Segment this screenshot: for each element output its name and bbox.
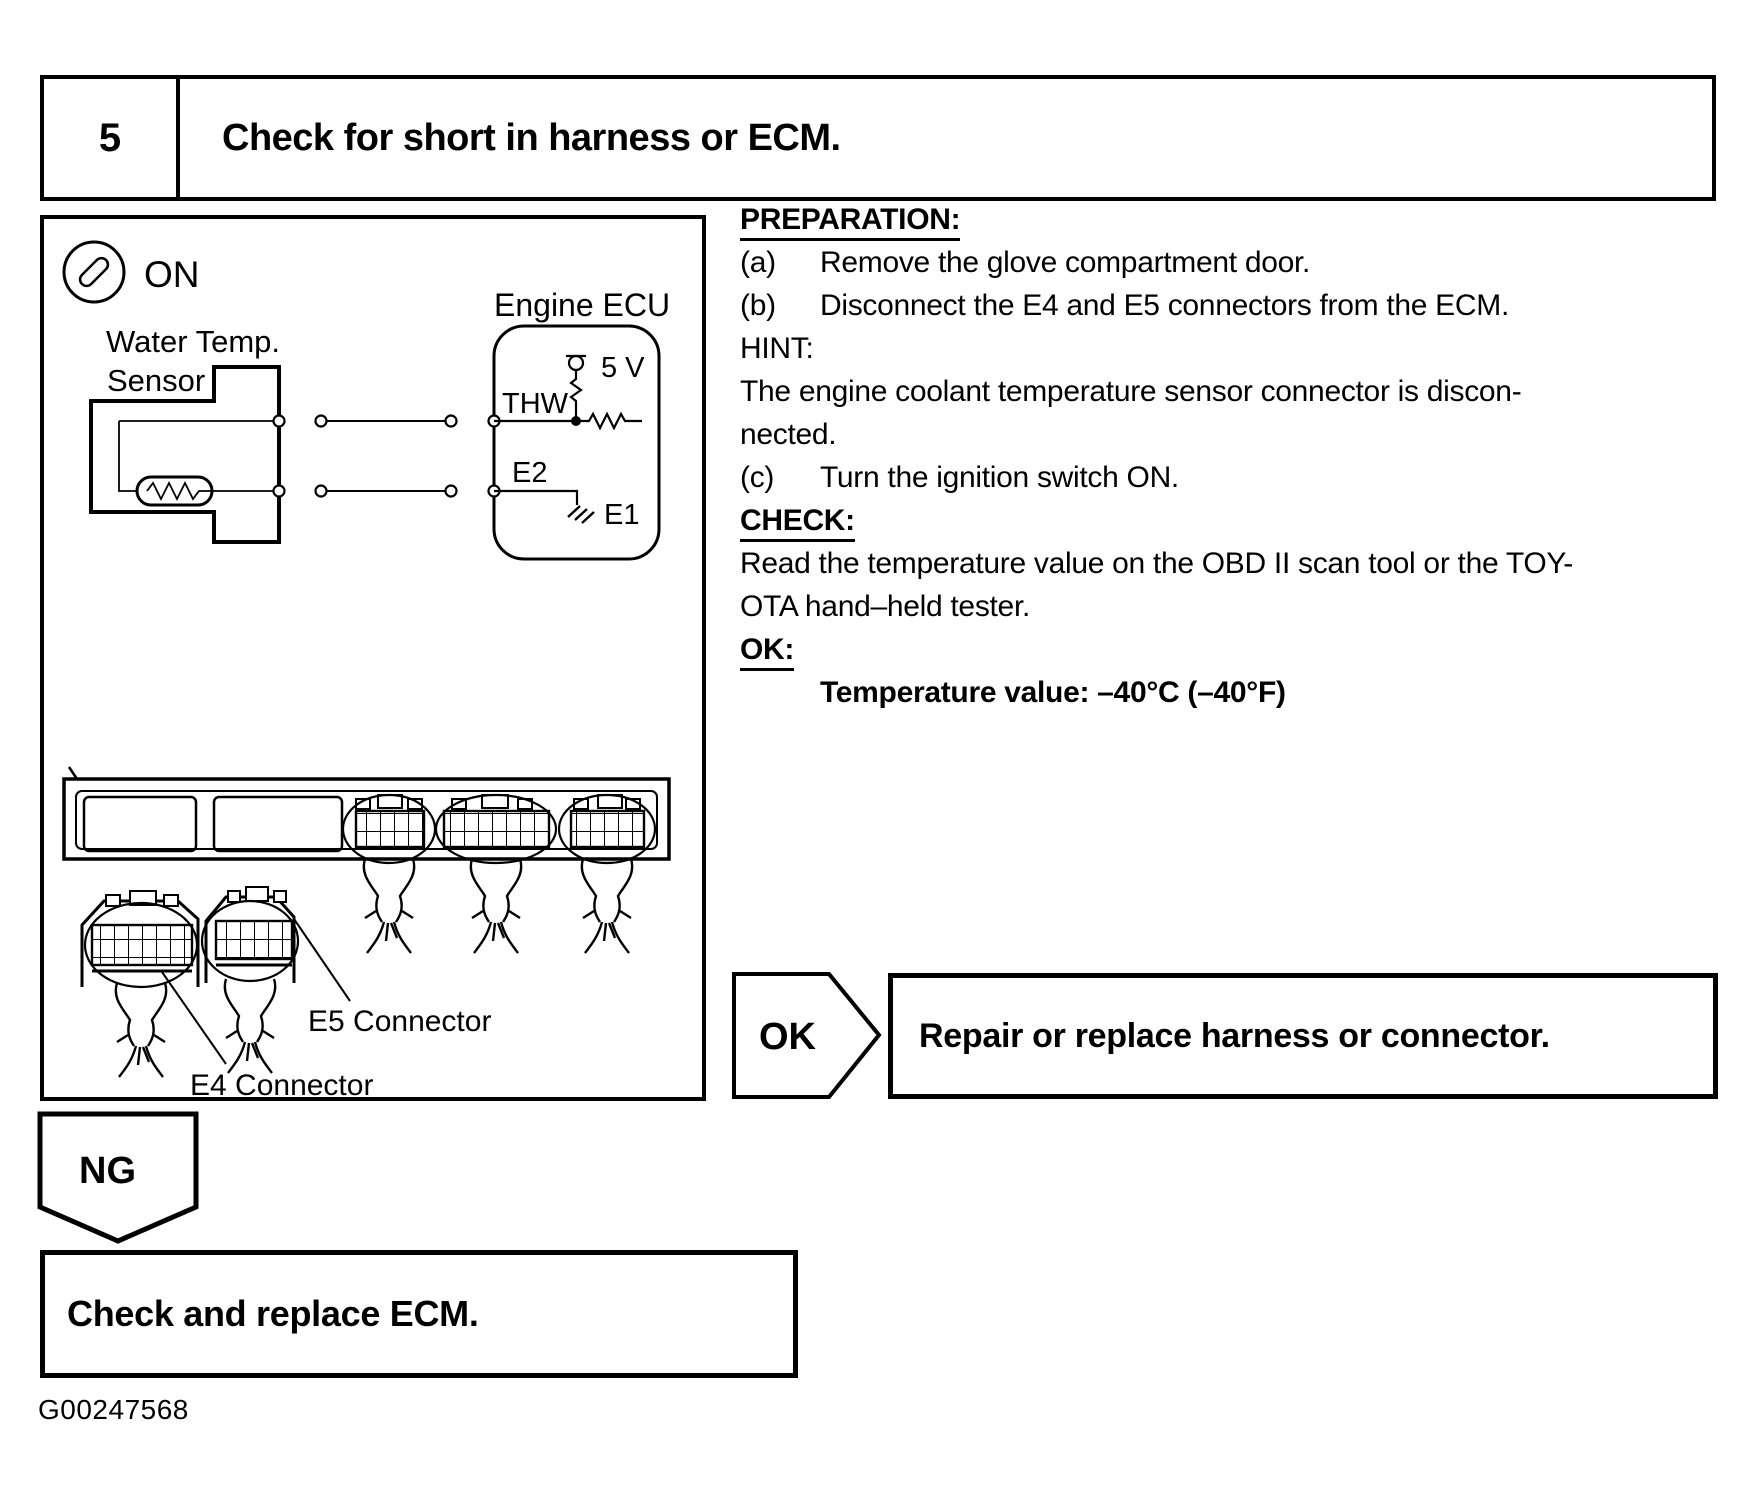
water-temp-sensor-label-line2: Sensor [107,363,206,398]
ignition-state-label: ON [144,254,200,295]
ok-action-box [888,973,1718,1099]
hint-heading: HINT: [740,332,814,365]
step-c-text: Turn the ignition switch ON. [820,461,1179,494]
circuit-diagram [44,219,702,1097]
e5-leader-line [294,919,350,1001]
preparation-heading: PREPARATION: [740,204,960,241]
ignition-key-icon [64,242,124,302]
ng-branch-label: NG [79,1150,136,1192]
pin-5v-label: 5 V [601,352,645,384]
e5-connector-drawing [202,887,298,1073]
ng-branch-arrow [37,1111,199,1245]
ecm-connector-3 [559,795,655,953]
ok-temperature-value: Temperature value: –40°C (–40°F) [820,676,1286,709]
e4-connector-label: E4 Connector [190,1069,374,1097]
step-title: Check for short in harness or ECM. [222,116,841,159]
hint-text-line2: nected. [740,418,837,451]
harness-wires [316,416,457,497]
pin-e1-label: E1 [604,499,640,531]
ecm-connector-1 [343,795,435,953]
check-text-line2: OTA hand–held tester. [740,590,1031,623]
e5-connector-label: E5 Connector [308,1005,492,1038]
pin-e2-label: E2 [512,457,548,489]
e4-connector-drawing [82,891,198,1077]
check-heading: CHECK: [740,505,855,542]
step-b-text: Disconnect the E4 and E5 connectors from the ECM. [820,289,1509,322]
ng-action-box [40,1250,798,1378]
circuit-diagram-panel [40,215,706,1101]
ok-heading: OK: [740,634,794,671]
step-b-marker: (b) [740,289,776,322]
procedure-text [740,198,1750,714]
water-temp-sensor-label-line1: Water Temp. [106,324,280,359]
e4-leader-line [162,972,226,1064]
ecm-connector-2 [436,795,556,953]
check-text-line1: Read the temperature value on the OBD II scan tool or the TOY- [740,547,1574,580]
step-number: 5 [44,79,180,197]
pin-thw-label: THW [502,388,569,420]
ok-action-text: Repair or replace harness or connector. [919,1016,1550,1055]
step-c-marker: (c) [740,461,775,494]
ok-branch-arrow [731,971,883,1100]
ng-action-text: Check and replace ECM. [67,1293,479,1334]
step-header [40,75,1716,201]
hint-text-line1: The engine coolant temperature sensor connector is discon- [740,375,1522,408]
figure-id: G00247568 [38,1394,189,1425]
engine-ecu-label: Engine ECU [494,287,671,323]
step-a-marker: (a) [740,246,776,279]
step-a-text: Remove the glove compartment door. [820,246,1311,279]
ok-branch-label: OK [759,1016,816,1058]
